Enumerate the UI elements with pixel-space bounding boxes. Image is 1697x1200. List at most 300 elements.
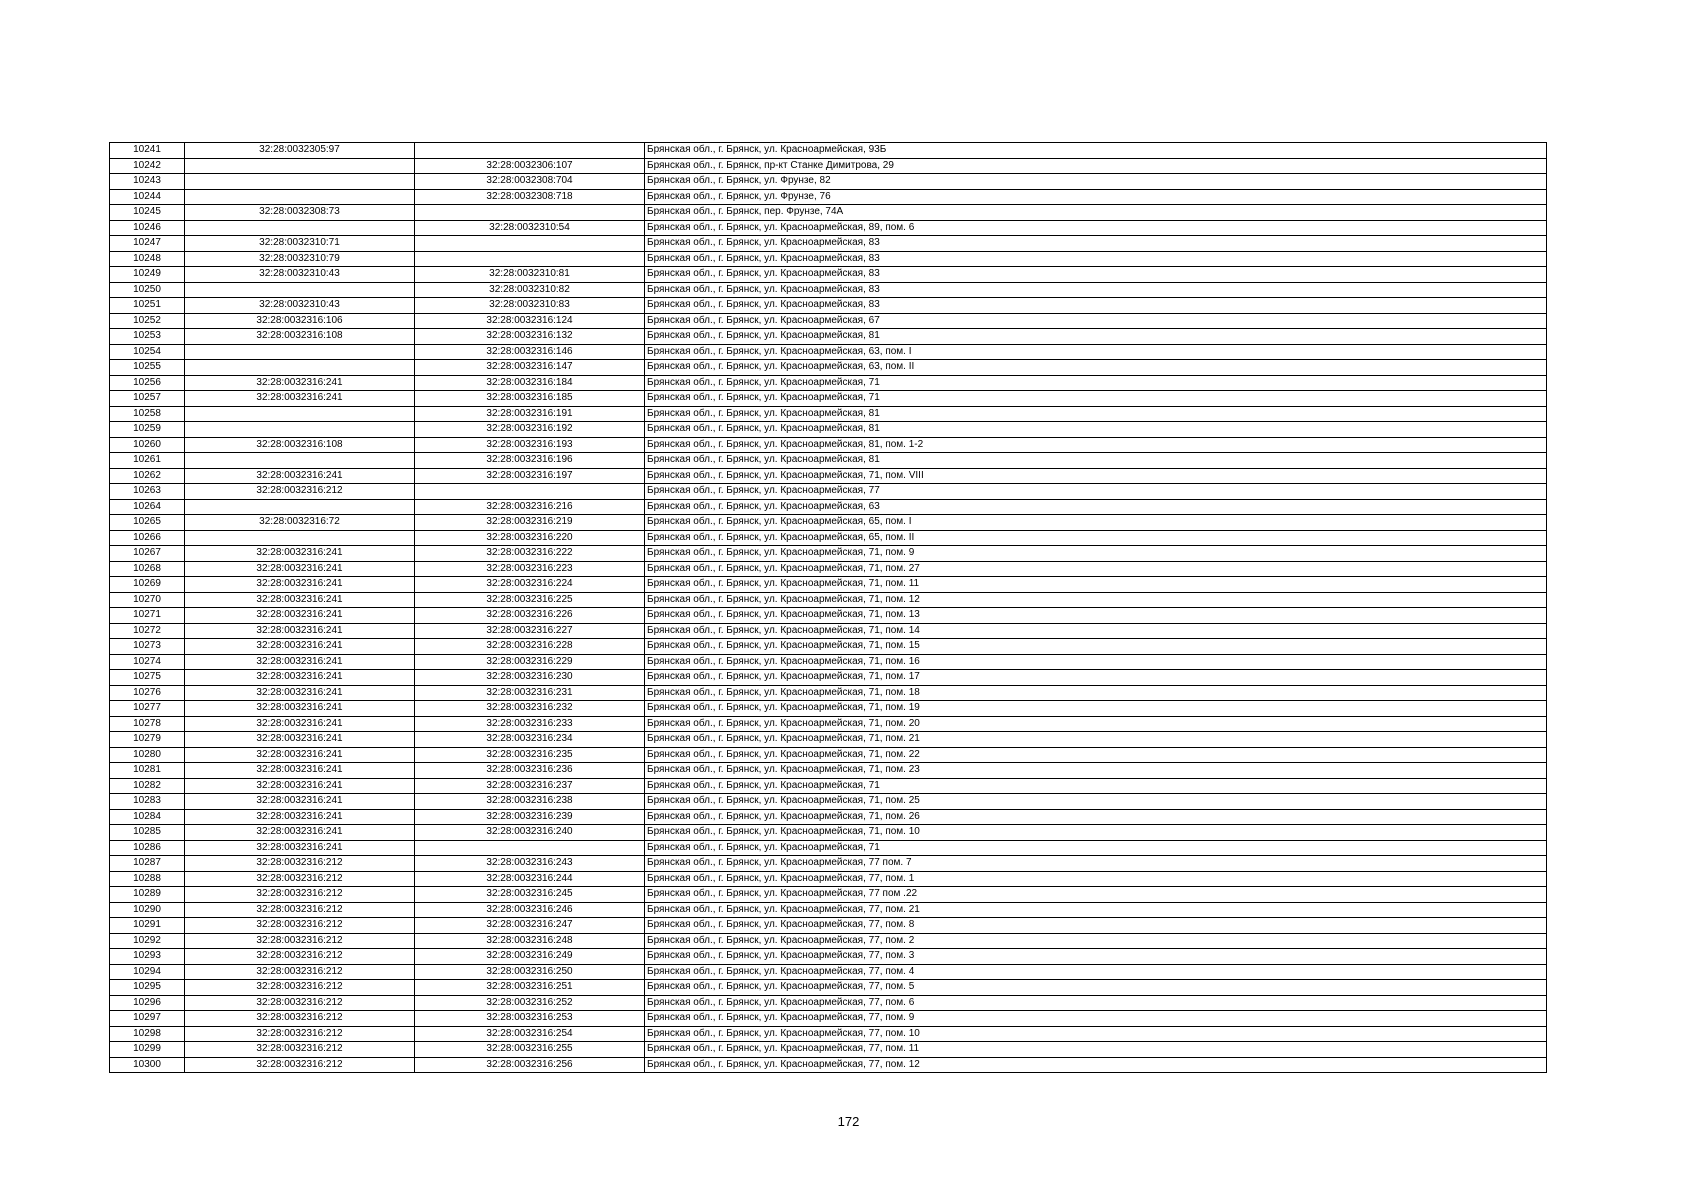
row-number-cell: 10270 — [110, 592, 185, 608]
table-row — [110, 1011, 1547, 1027]
table-row — [110, 546, 1547, 562]
registry-table — [109, 142, 1547, 1073]
row-number-cell: 10269 — [110, 577, 185, 593]
parcel-cadastral-cell: 32:28:0032316:212 — [185, 887, 415, 903]
row-number-cell: 10290 — [110, 902, 185, 918]
object-cadastral-cell: 32:28:0032316:220 — [415, 530, 645, 546]
object-cadastral-cell: 32:28:0032316:147 — [415, 360, 645, 376]
address-cell: Брянская обл., г. Брянск, ул. Красноармейская, 71 — [645, 840, 1547, 856]
object-cadastral-cell: 32:28:0032308:704 — [415, 174, 645, 190]
parcel-cadastral-cell: 32:28:0032316:108 — [185, 329, 415, 345]
object-cadastral-cell: 32:28:0032316:250 — [415, 964, 645, 980]
object-cadastral-cell: 32:28:0032316:232 — [415, 701, 645, 717]
object-cadastral-cell: 32:28:0032316:231 — [415, 685, 645, 701]
table-row — [110, 437, 1547, 453]
object-cadastral-cell: 32:28:0032316:225 — [415, 592, 645, 608]
address-cell: Брянская обл., г. Брянск, ул. Красноармейская, 77, пом. 4 — [645, 964, 1547, 980]
object-cadastral-cell: 32:28:0032316:255 — [415, 1042, 645, 1058]
parcel-cadastral-cell: 32:28:0032316:212 — [185, 484, 415, 500]
address-cell: Брянская обл., г. Брянск, ул. Красноармейская, 71, пом. 20 — [645, 716, 1547, 732]
row-number-cell: 10251 — [110, 298, 185, 314]
address-cell: Брянская обл., г. Брянск, ул. Красноармейская, 71, пом. 10 — [645, 825, 1547, 841]
address-cell: Брянская обл., г. Брянск, ул. Красноармейская, 71, пом. 13 — [645, 608, 1547, 624]
parcel-cadastral-cell: 32:28:0032316:241 — [185, 716, 415, 732]
address-cell: Брянская обл., г. Брянск, пер. Фрунзе, 74А — [645, 205, 1547, 221]
parcel-cadastral-cell: 32:28:0032316:241 — [185, 592, 415, 608]
address-cell: Брянская обл., г. Брянск, ул. Красноармейская, 77 — [645, 484, 1547, 500]
table-row — [110, 313, 1547, 329]
row-number-cell: 10268 — [110, 561, 185, 577]
table-row — [110, 701, 1547, 717]
row-number-cell: 10263 — [110, 484, 185, 500]
parcel-cadastral-cell: 32:28:0032308:73 — [185, 205, 415, 221]
table-row — [110, 747, 1547, 763]
object-cadastral-cell — [415, 205, 645, 221]
object-cadastral-cell: 32:28:0032316:226 — [415, 608, 645, 624]
table-row — [110, 592, 1547, 608]
row-number-cell: 10257 — [110, 391, 185, 407]
row-number-cell: 10258 — [110, 406, 185, 422]
table-row — [110, 840, 1547, 856]
table-row — [110, 406, 1547, 422]
address-cell: Брянская обл., г. Брянск, ул. Красноармейская, 67 — [645, 313, 1547, 329]
table-row — [110, 1042, 1547, 1058]
parcel-cadastral-cell — [185, 499, 415, 515]
row-number-cell: 10278 — [110, 716, 185, 732]
table-row — [110, 205, 1547, 221]
address-cell: Брянская обл., г. Брянск, ул. Красноармейская, 71, пом. VIII — [645, 468, 1547, 484]
parcel-cadastral-cell: 32:28:0032316:241 — [185, 685, 415, 701]
address-cell: Брянская обл., г. Брянск, ул. Красноармейская, 77, пом. 8 — [645, 918, 1547, 934]
table-row — [110, 623, 1547, 639]
parcel-cadastral-cell — [185, 344, 415, 360]
object-cadastral-cell: 32:28:0032316:245 — [415, 887, 645, 903]
parcel-cadastral-cell: 32:28:0032316:241 — [185, 577, 415, 593]
address-cell: Брянская обл., г. Брянск, ул. Красноармейская, 77, пом. 9 — [645, 1011, 1547, 1027]
address-cell: Брянская обл., г. Брянск, ул. Красноармейская, 63, пом. II — [645, 360, 1547, 376]
parcel-cadastral-cell: 32:28:0032316:212 — [185, 933, 415, 949]
row-number-cell: 10264 — [110, 499, 185, 515]
address-cell: Брянская обл., г. Брянск, ул. Красноармейская, 89, пом. 6 — [645, 220, 1547, 236]
parcel-cadastral-cell: 32:28:0032316:241 — [185, 623, 415, 639]
table-row — [110, 608, 1547, 624]
address-cell: Брянская обл., г. Брянск, ул. Красноармейская, 81 — [645, 453, 1547, 469]
parcel-cadastral-cell: 32:28:0032316:212 — [185, 871, 415, 887]
address-cell: Брянская обл., г. Брянск, ул. Красноармейская, 77, пом. 10 — [645, 1026, 1547, 1042]
object-cadastral-cell: 32:28:0032316:193 — [415, 437, 645, 453]
parcel-cadastral-cell: 32:28:0032316:212 — [185, 1057, 415, 1073]
object-cadastral-cell: 32:28:0032310:81 — [415, 267, 645, 283]
table-row — [110, 887, 1547, 903]
parcel-cadastral-cell: 32:28:0032316:212 — [185, 995, 415, 1011]
address-cell: Брянская обл., г. Брянск, ул. Красноармейская, 71 — [645, 391, 1547, 407]
address-cell: Брянская обл., г. Брянск, ул. Красноармейская, 71, пом. 25 — [645, 794, 1547, 810]
object-cadastral-cell: 32:28:0032316:244 — [415, 871, 645, 887]
row-number-cell: 10248 — [110, 251, 185, 267]
row-number-cell: 10250 — [110, 282, 185, 298]
table-row — [110, 484, 1547, 500]
page-number: 172 — [837, 1114, 860, 1129]
parcel-cadastral-cell: 32:28:0032316:212 — [185, 918, 415, 934]
address-cell: Брянская обл., г. Брянск, ул. Красноармейская, 71, пом. 19 — [645, 701, 1547, 717]
table-row — [110, 794, 1547, 810]
parcel-cadastral-cell: 32:28:0032316:212 — [185, 856, 415, 872]
row-number-cell: 10286 — [110, 840, 185, 856]
address-cell: Брянская обл., г. Брянск, ул. Красноармейская, 93Б — [645, 143, 1547, 159]
table-row — [110, 918, 1547, 934]
address-cell: Брянская обл., г. Брянск, ул. Красноармейская, 77, пом. 11 — [645, 1042, 1547, 1058]
table-row — [110, 515, 1547, 531]
parcel-cadastral-cell: 32:28:0032316:241 — [185, 468, 415, 484]
address-cell: Брянская обл., г. Брянск, ул. Красноармейская, 81 — [645, 329, 1547, 345]
address-cell: Брянская обл., г. Брянск, ул. Красноармейская, 83 — [645, 298, 1547, 314]
parcel-cadastral-cell: 32:28:0032316:241 — [185, 375, 415, 391]
table-row — [110, 825, 1547, 841]
object-cadastral-cell: 32:28:0032306:107 — [415, 158, 645, 174]
object-cadastral-cell: 32:28:0032316:247 — [415, 918, 645, 934]
object-cadastral-cell: 32:28:0032316:124 — [415, 313, 645, 329]
object-cadastral-cell — [415, 840, 645, 856]
parcel-cadastral-cell — [185, 360, 415, 376]
row-number-cell: 10297 — [110, 1011, 185, 1027]
table-row — [110, 685, 1547, 701]
row-number-cell: 10293 — [110, 949, 185, 965]
address-cell: Брянская обл., г. Брянск, ул. Красноармейская, 71, пом. 27 — [645, 561, 1547, 577]
row-number-cell: 10265 — [110, 515, 185, 531]
object-cadastral-cell: 32:28:0032316:219 — [415, 515, 645, 531]
parcel-cadastral-cell: 32:28:0032316:212 — [185, 1026, 415, 1042]
address-cell: Брянская обл., г. Брянск, ул. Красноармейская, 71 — [645, 778, 1547, 794]
parcel-cadastral-cell: 32:28:0032316:241 — [185, 778, 415, 794]
row-number-cell: 10294 — [110, 964, 185, 980]
row-number-cell: 10298 — [110, 1026, 185, 1042]
row-number-cell: 10300 — [110, 1057, 185, 1073]
address-cell: Брянская обл., г. Брянск, ул. Красноармейская, 71, пом. 23 — [645, 763, 1547, 779]
parcel-cadastral-cell: 32:28:0032310:43 — [185, 267, 415, 283]
row-number-cell: 10247 — [110, 236, 185, 252]
row-number-cell: 10279 — [110, 732, 185, 748]
address-cell: Брянская обл., г. Брянск, ул. Красноармейская, 83 — [645, 251, 1547, 267]
object-cadastral-cell: 32:28:0032316:230 — [415, 670, 645, 686]
address-cell: Брянская обл., г. Брянск, ул. Красноармейская, 71, пом. 22 — [645, 747, 1547, 763]
table-row — [110, 360, 1547, 376]
row-number-cell: 10273 — [110, 639, 185, 655]
parcel-cadastral-cell: 32:28:0032316:241 — [185, 763, 415, 779]
object-cadastral-cell: 32:28:0032316:248 — [415, 933, 645, 949]
table-row — [110, 763, 1547, 779]
address-cell: Брянская обл., г. Брянск, ул. Красноармейская, 77, пом. 3 — [645, 949, 1547, 965]
table-row — [110, 964, 1547, 980]
table-row — [110, 654, 1547, 670]
parcel-cadastral-cell: 32:28:0032316:108 — [185, 437, 415, 453]
row-number-cell: 10246 — [110, 220, 185, 236]
parcel-cadastral-cell: 32:28:0032316:106 — [185, 313, 415, 329]
row-number-cell: 10287 — [110, 856, 185, 872]
table-row — [110, 453, 1547, 469]
row-number-cell: 10254 — [110, 344, 185, 360]
object-cadastral-cell: 32:28:0032310:82 — [415, 282, 645, 298]
address-cell: Брянская обл., г. Брянск, ул. Красноармейская, 71, пом. 16 — [645, 654, 1547, 670]
object-cadastral-cell: 32:28:0032316:246 — [415, 902, 645, 918]
row-number-cell: 10271 — [110, 608, 185, 624]
object-cadastral-cell — [415, 484, 645, 500]
object-cadastral-cell: 32:28:0032308:718 — [415, 189, 645, 205]
address-cell: Брянская обл., г. Брянск, ул. Красноармейская, 71, пом. 21 — [645, 732, 1547, 748]
object-cadastral-cell — [415, 251, 645, 267]
address-cell: Брянская обл., г. Брянск, ул. Красноармейская, 77, пом. 1 — [645, 871, 1547, 887]
parcel-cadastral-cell — [185, 220, 415, 236]
table-row — [110, 639, 1547, 655]
row-number-cell: 10283 — [110, 794, 185, 810]
parcel-cadastral-cell: 32:28:0032316:72 — [185, 515, 415, 531]
parcel-cadastral-cell: 32:28:0032310:71 — [185, 236, 415, 252]
parcel-cadastral-cell: 32:28:0032316:212 — [185, 1042, 415, 1058]
address-cell: Брянская обл., г. Брянск, ул. Красноармейская, 77, пом. 5 — [645, 980, 1547, 996]
address-cell: Брянская обл., г. Брянск, ул. Красноармейская, 71 — [645, 375, 1547, 391]
address-cell: Брянская обл., г. Брянск, ул. Красноармейская, 63 — [645, 499, 1547, 515]
object-cadastral-cell: 32:28:0032316:252 — [415, 995, 645, 1011]
row-number-cell: 10275 — [110, 670, 185, 686]
table-row — [110, 158, 1547, 174]
table-row — [110, 267, 1547, 283]
table-row — [110, 468, 1547, 484]
address-cell: Брянская обл., г. Брянск, ул. Красноармейская, 71, пом. 15 — [645, 639, 1547, 655]
object-cadastral-cell: 32:28:0032316:185 — [415, 391, 645, 407]
object-cadastral-cell: 32:28:0032316:196 — [415, 453, 645, 469]
object-cadastral-cell: 32:28:0032316:251 — [415, 980, 645, 996]
parcel-cadastral-cell: 32:28:0032316:241 — [185, 732, 415, 748]
parcel-cadastral-cell: 32:28:0032316:241 — [185, 809, 415, 825]
parcel-cadastral-cell: 32:28:0032316:212 — [185, 964, 415, 980]
table-row — [110, 174, 1547, 190]
object-cadastral-cell: 32:28:0032316:228 — [415, 639, 645, 655]
table-row — [110, 220, 1547, 236]
address-cell: Брянская обл., г. Брянск, ул. Красноармейская, 83 — [645, 236, 1547, 252]
parcel-cadastral-cell — [185, 174, 415, 190]
table-row — [110, 375, 1547, 391]
object-cadastral-cell: 32:28:0032316:236 — [415, 763, 645, 779]
registry-table-body — [110, 143, 1547, 1073]
table-row — [110, 670, 1547, 686]
address-cell: Брянская обл., г. Брянск, ул. Красноармейская, 71, пом. 9 — [645, 546, 1547, 562]
row-number-cell: 10272 — [110, 623, 185, 639]
parcel-cadastral-cell — [185, 422, 415, 438]
parcel-cadastral-cell: 32:28:0032316:241 — [185, 608, 415, 624]
parcel-cadastral-cell: 32:28:0032316:241 — [185, 701, 415, 717]
table-row — [110, 282, 1547, 298]
table-row — [110, 809, 1547, 825]
address-cell: Брянская обл., г. Брянск, ул. Красноармейская, 65, пом. II — [645, 530, 1547, 546]
row-number-cell: 10267 — [110, 546, 185, 562]
parcel-cadastral-cell — [185, 282, 415, 298]
row-number-cell: 10280 — [110, 747, 185, 763]
row-number-cell: 10291 — [110, 918, 185, 934]
table-row — [110, 732, 1547, 748]
table-row — [110, 189, 1547, 205]
object-cadastral-cell: 32:28:0032316:229 — [415, 654, 645, 670]
table-row — [110, 577, 1547, 593]
row-number-cell: 10249 — [110, 267, 185, 283]
object-cadastral-cell: 32:28:0032316:223 — [415, 561, 645, 577]
address-cell: Брянская обл., г. Брянск, ул. Красноармейская, 71, пом. 18 — [645, 685, 1547, 701]
row-number-cell: 10289 — [110, 887, 185, 903]
address-cell: Брянская обл., г. Брянск, ул. Красноармейская, 77, пом. 21 — [645, 902, 1547, 918]
address-cell: Брянская обл., г. Брянск, ул. Красноармейская, 71, пом. 12 — [645, 592, 1547, 608]
object-cadastral-cell: 32:28:0032316:224 — [415, 577, 645, 593]
table-row — [110, 561, 1547, 577]
parcel-cadastral-cell — [185, 406, 415, 422]
object-cadastral-cell: 32:28:0032316:222 — [415, 546, 645, 562]
row-number-cell: 10252 — [110, 313, 185, 329]
table-row — [110, 251, 1547, 267]
row-number-cell: 10245 — [110, 205, 185, 221]
address-cell: Брянская обл., г. Брянск, ул. Фрунзе, 76 — [645, 189, 1547, 205]
parcel-cadastral-cell: 32:28:0032316:241 — [185, 840, 415, 856]
parcel-cadastral-cell: 32:28:0032316:241 — [185, 546, 415, 562]
object-cadastral-cell: 32:28:0032316:239 — [415, 809, 645, 825]
table-row — [110, 344, 1547, 360]
table-row — [110, 1057, 1547, 1073]
object-cadastral-cell: 32:28:0032316:197 — [415, 468, 645, 484]
parcel-cadastral-cell: 32:28:0032316:241 — [185, 561, 415, 577]
table-row — [110, 143, 1547, 159]
address-cell: Брянская обл., г. Брянск, ул. Красноармейская, 83 — [645, 282, 1547, 298]
object-cadastral-cell: 32:28:0032316:192 — [415, 422, 645, 438]
address-cell: Брянская обл., г. Брянск, ул. Красноармейская, 77, пом. 12 — [645, 1057, 1547, 1073]
row-number-cell: 10242 — [110, 158, 185, 174]
row-number-cell: 10276 — [110, 685, 185, 701]
address-cell: Брянская обл., г. Брянск, ул. Красноармейская, 77 пом. 7 — [645, 856, 1547, 872]
address-cell: Брянская обл., г. Брянск, ул. Красноармейская, 81, пом. 1-2 — [645, 437, 1547, 453]
table-row — [110, 995, 1547, 1011]
parcel-cadastral-cell: 32:28:0032316:212 — [185, 1011, 415, 1027]
row-number-cell: 10281 — [110, 763, 185, 779]
address-cell: Брянская обл., г. Брянск, ул. Красноармейская, 83 — [645, 267, 1547, 283]
address-cell: Брянская обл., г. Брянск, ул. Красноармейская, 71, пом. 11 — [645, 577, 1547, 593]
table-row — [110, 329, 1547, 345]
row-number-cell: 10295 — [110, 980, 185, 996]
object-cadastral-cell: 32:28:0032316:191 — [415, 406, 645, 422]
row-number-cell: 10277 — [110, 701, 185, 717]
table-row — [110, 980, 1547, 996]
row-number-cell: 10241 — [110, 143, 185, 159]
parcel-cadastral-cell: 32:28:0032316:241 — [185, 670, 415, 686]
object-cadastral-cell — [415, 143, 645, 159]
parcel-cadastral-cell: 32:28:0032305:97 — [185, 143, 415, 159]
address-cell: Брянская обл., г. Брянск, ул. Красноармейская, 77, пом. 6 — [645, 995, 1547, 1011]
parcel-cadastral-cell — [185, 453, 415, 469]
object-cadastral-cell: 32:28:0032316:132 — [415, 329, 645, 345]
row-number-cell: 10256 — [110, 375, 185, 391]
address-cell: Брянская обл., г. Брянск, ул. Красноармейская, 77 пом .22 — [645, 887, 1547, 903]
object-cadastral-cell: 32:28:0032310:83 — [415, 298, 645, 314]
object-cadastral-cell: 32:28:0032316:233 — [415, 716, 645, 732]
table-row — [110, 391, 1547, 407]
parcel-cadastral-cell: 32:28:0032316:241 — [185, 654, 415, 670]
address-cell: Брянская обл., г. Брянск, ул. Красноармейская, 65, пом. I — [645, 515, 1547, 531]
parcel-cadastral-cell — [185, 158, 415, 174]
address-cell: Брянская обл., г. Брянск, ул. Красноармейская, 81 — [645, 406, 1547, 422]
object-cadastral-cell: 32:28:0032316:249 — [415, 949, 645, 965]
row-number-cell: 10282 — [110, 778, 185, 794]
object-cadastral-cell: 32:28:0032316:235 — [415, 747, 645, 763]
parcel-cadastral-cell: 32:28:0032310:79 — [185, 251, 415, 267]
address-cell: Брянская обл., г. Брянск, ул. Красноармейская, 77, пом. 2 — [645, 933, 1547, 949]
table-row — [110, 778, 1547, 794]
row-number-cell: 10253 — [110, 329, 185, 345]
address-cell: Брянская обл., г. Брянск, ул. Красноармейская, 63, пом. I — [645, 344, 1547, 360]
table-row — [110, 422, 1547, 438]
table-row — [110, 856, 1547, 872]
object-cadastral-cell: 32:28:0032316:237 — [415, 778, 645, 794]
parcel-cadastral-cell — [185, 530, 415, 546]
row-number-cell: 10261 — [110, 453, 185, 469]
parcel-cadastral-cell: 32:28:0032316:212 — [185, 980, 415, 996]
object-cadastral-cell: 32:28:0032316:238 — [415, 794, 645, 810]
row-number-cell: 10285 — [110, 825, 185, 841]
row-number-cell: 10266 — [110, 530, 185, 546]
row-number-cell: 10299 — [110, 1042, 185, 1058]
row-number-cell: 10243 — [110, 174, 185, 190]
parcel-cadastral-cell: 32:28:0032316:241 — [185, 825, 415, 841]
table-row — [110, 902, 1547, 918]
object-cadastral-cell: 32:28:0032310:54 — [415, 220, 645, 236]
address-cell: Брянская обл., г. Брянск, ул. Красноармейская, 71, пом. 14 — [645, 623, 1547, 639]
object-cadastral-cell: 32:28:0032316:234 — [415, 732, 645, 748]
table-row — [110, 1026, 1547, 1042]
object-cadastral-cell: 32:28:0032316:227 — [415, 623, 645, 639]
parcel-cadastral-cell: 32:28:0032316:241 — [185, 391, 415, 407]
row-number-cell: 10292 — [110, 933, 185, 949]
row-number-cell: 10259 — [110, 422, 185, 438]
table-row — [110, 236, 1547, 252]
row-number-cell: 10255 — [110, 360, 185, 376]
table-row — [110, 871, 1547, 887]
address-cell: Брянская обл., г. Брянск, ул. Красноармейская, 71, пом. 26 — [645, 809, 1547, 825]
object-cadastral-cell: 32:28:0032316:256 — [415, 1057, 645, 1073]
table-row — [110, 298, 1547, 314]
address-cell: Брянская обл., г. Брянск, ул. Фрунзе, 82 — [645, 174, 1547, 190]
row-number-cell: 10244 — [110, 189, 185, 205]
address-cell: Брянская обл., г. Брянск, ул. Красноармейская, 81 — [645, 422, 1547, 438]
table-row — [110, 716, 1547, 732]
row-number-cell: 10262 — [110, 468, 185, 484]
parcel-cadastral-cell: 32:28:0032310:43 — [185, 298, 415, 314]
table-row — [110, 530, 1547, 546]
row-number-cell: 10274 — [110, 654, 185, 670]
object-cadastral-cell: 32:28:0032316:216 — [415, 499, 645, 515]
parcel-cadastral-cell: 32:28:0032316:212 — [185, 949, 415, 965]
object-cadastral-cell: 32:28:0032316:243 — [415, 856, 645, 872]
row-number-cell: 10260 — [110, 437, 185, 453]
parcel-cadastral-cell: 32:28:0032316:241 — [185, 747, 415, 763]
object-cadastral-cell: 32:28:0032316:240 — [415, 825, 645, 841]
object-cadastral-cell: 32:28:0032316:146 — [415, 344, 645, 360]
table-row — [110, 499, 1547, 515]
address-cell: Брянская обл., г. Брянск, пр-кт Станке Димитрова, 29 — [645, 158, 1547, 174]
object-cadastral-cell: 32:28:0032316:254 — [415, 1026, 645, 1042]
object-cadastral-cell: 32:28:0032316:184 — [415, 375, 645, 391]
row-number-cell: 10284 — [110, 809, 185, 825]
object-cadastral-cell — [415, 236, 645, 252]
table-row — [110, 933, 1547, 949]
table-row — [110, 949, 1547, 965]
address-cell: Брянская обл., г. Брянск, ул. Красноармейская, 71, пом. 17 — [645, 670, 1547, 686]
parcel-cadastral-cell: 32:28:0032316:212 — [185, 902, 415, 918]
parcel-cadastral-cell: 32:28:0032316:241 — [185, 794, 415, 810]
row-number-cell: 10296 — [110, 995, 185, 1011]
row-number-cell: 10288 — [110, 871, 185, 887]
